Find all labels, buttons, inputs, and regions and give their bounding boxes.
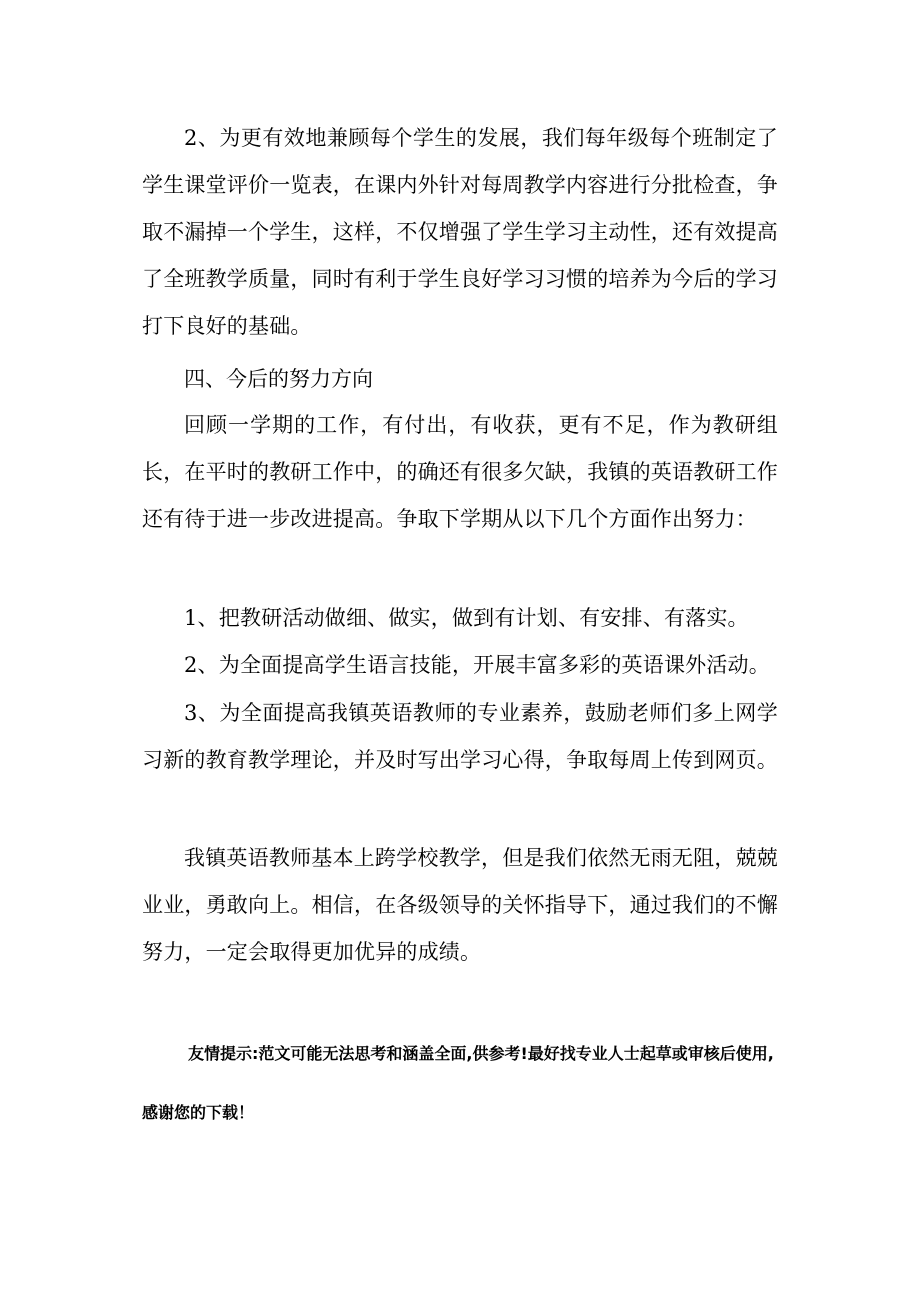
goal-item-3: 3、为全面提高我镇英语教师的专业素养，鼓励老师们多上网学习新的教育教学理论，并及时写出学习心得，争取每周上传到网页。 [142,701,778,772]
paragraph-measure-2: 2、为更有效地兼顾每个学生的发展，我们每年级每个班制定了学生课堂评价一览表，在课内外针对每周教学内容进行分批检查，争取不漏掉一个学生，这样，不仅增强了学生学习主动性，还有效提高了全班教学质量，同时有利于学生良好学习习惯的培养为今后的学习打下良好的基础。 [142,126,778,338]
download-notice: 友情提示:范文可能无法思考和涵盖全面,供参考!最好找专业人士起草或审核后使用,感谢您的下载！ [142,1044,774,1122]
section-heading: 四、今后的努力方向 [184,367,373,391]
intro-paragraph: 回顾一学期的工作，有付出，有收获，更有不足，作为教研组长，在平时的教研工作中，的确还有很多欠缺，我镇的英语教研工作还有待于进一步改进提高。争取下学期从以下几个方面作出努力： [142,413,778,531]
goal-item-1: 1、把教研活动做细、做实，做到有计划、有安排、有落实。 [184,606,749,630]
goal-item-2: 2、为全面提高学生语言技能，开展丰富多彩的英语课外活动。 [184,653,770,677]
closing-paragraph: 我镇英语教师基本上跨学校教学，但是我们依然无雨无阻，兢兢业业，勇敢向上。相信，在各级领导的关怀指导下，通过我们的不懈努力，一定会取得更加优异的成绩。 [142,846,778,964]
